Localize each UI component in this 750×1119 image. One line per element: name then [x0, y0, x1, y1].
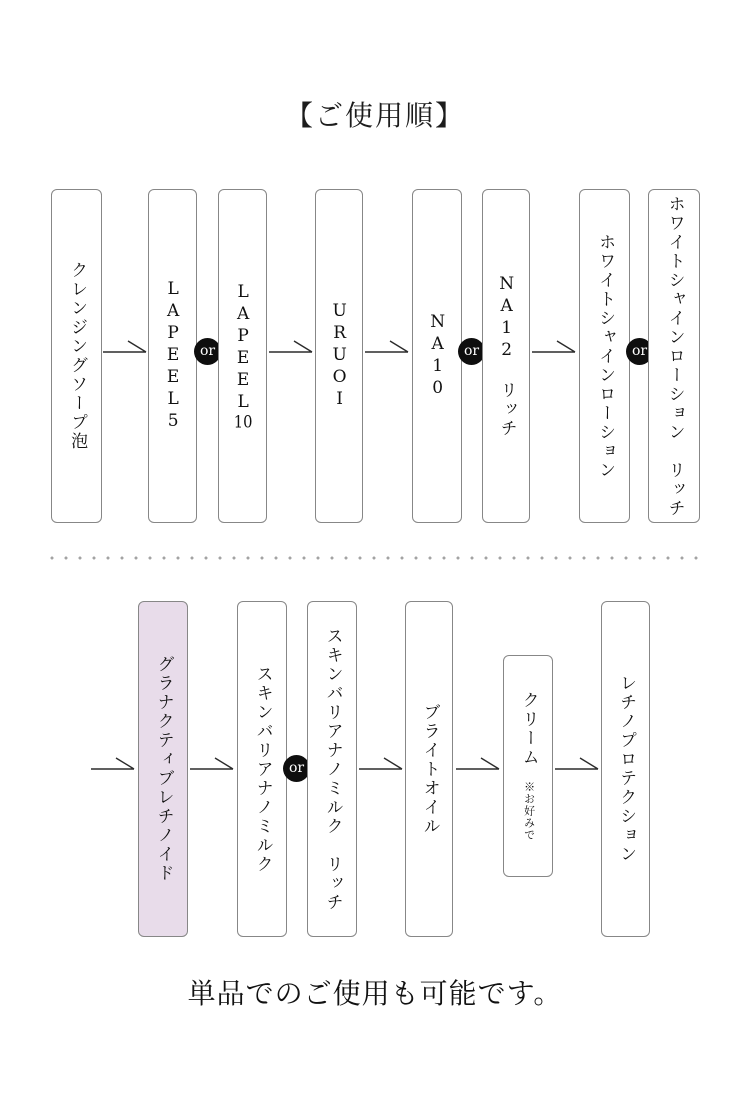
- step-bright-oil: [405, 601, 453, 937]
- flow-row-1: [0, 189, 750, 523]
- arrow-right-icon: [103, 339, 147, 355]
- step-la-peel-10: [218, 189, 267, 523]
- step-label: NA10: [427, 312, 448, 400]
- step-uruoi: [315, 189, 363, 523]
- or-badge: or: [194, 338, 221, 365]
- arrow-right-icon: [269, 339, 313, 355]
- arrow-right-icon: [359, 756, 403, 772]
- step-granactive-retinoid: [138, 601, 188, 937]
- step-skin-barrier-nano-milk-rich: [307, 601, 357, 937]
- step-label: クリーム※お好みで: [518, 691, 539, 841]
- step-la-peel-5: [148, 189, 197, 523]
- step-label: URUOI: [329, 301, 350, 411]
- step-label: レチノプロテクション: [616, 674, 637, 864]
- step-white-shine-lotion: [579, 189, 630, 523]
- step-label: グラナクティブレチノイド: [153, 655, 174, 883]
- step-white-shine-lotion-rich: [648, 189, 700, 523]
- flow-row-2: [0, 601, 750, 937]
- arrow-right-icon: [91, 756, 135, 772]
- step-skin-barrier-nano-milk: [237, 601, 287, 937]
- step-label: LAPEEL10: [233, 281, 254, 431]
- step-na10: [412, 189, 462, 523]
- step-label: LAPEEL5: [163, 279, 184, 433]
- dotted-divider: [45, 556, 700, 560]
- step-label: ホワイトシャインローション: [595, 232, 616, 480]
- step-label: スキンバリアナノミルク リッチ: [322, 626, 343, 912]
- or-badge: or: [458, 338, 485, 365]
- cream-preference-note: ※お好みで: [522, 781, 536, 841]
- step-cream: [503, 655, 553, 877]
- step-retino-protection: [601, 601, 650, 937]
- or-badge: or: [626, 338, 653, 365]
- step-label: クレンジングソープ泡: [67, 261, 88, 451]
- step-label: NA12 リッチ: [496, 274, 517, 438]
- step-label: ホワイトシャインローション リッチ: [664, 194, 685, 518]
- arrow-right-icon: [365, 339, 409, 355]
- step-label: スキンバリアナノミルク: [252, 664, 273, 874]
- step-cleansing-soap-foam: [51, 189, 102, 523]
- step-na12-rich: [482, 189, 530, 523]
- arrow-right-icon: [456, 756, 500, 772]
- step-label: ブライトオイル: [419, 702, 440, 836]
- or-badge: or: [283, 755, 310, 782]
- arrow-right-icon: [532, 339, 576, 355]
- arrow-right-icon: [555, 756, 599, 772]
- arrow-right-icon: [190, 756, 234, 772]
- footer-note: 単品でのご使用も可能です。: [187, 978, 563, 1009]
- page-title: 【ご使用順】: [284, 99, 465, 132]
